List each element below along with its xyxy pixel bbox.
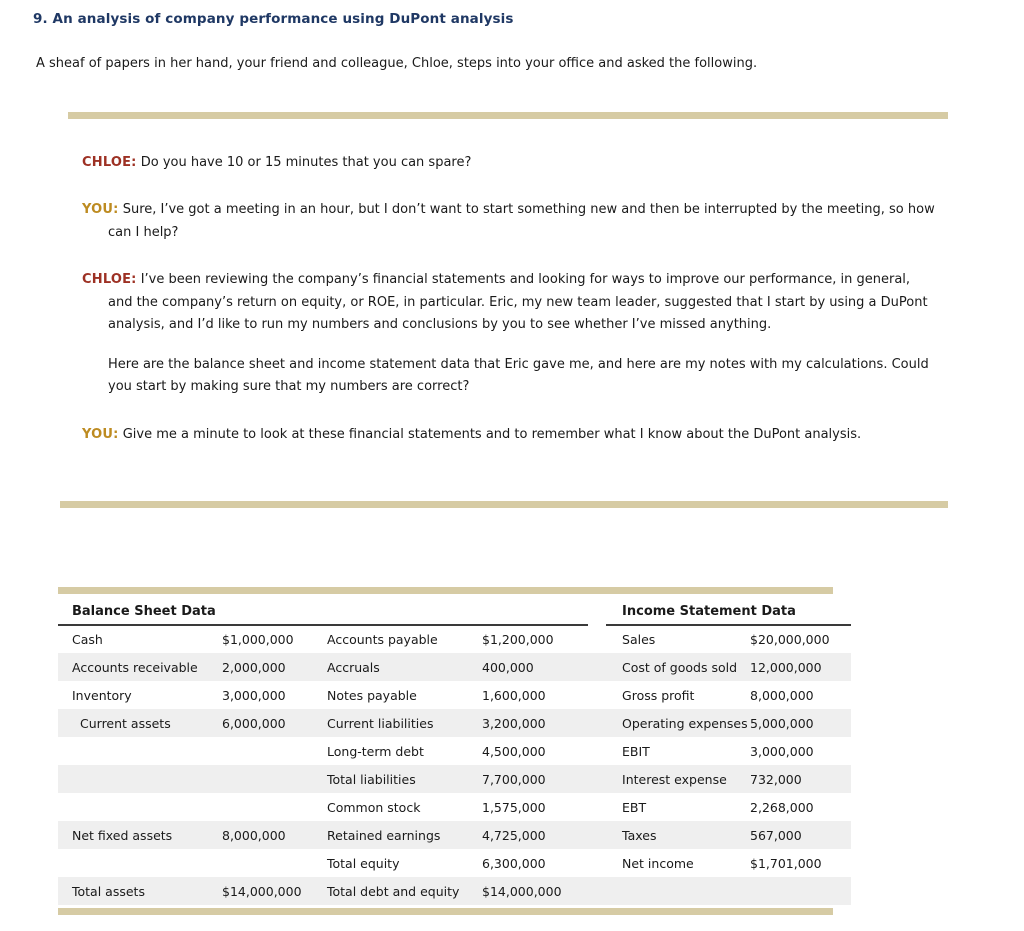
- dialogue-paragraph: [82, 199, 938, 244]
- table-row: [58, 709, 851, 737]
- cell-liability-label: Total debt and equity: [327, 883, 460, 899]
- cell-income-value: 2,268,000: [750, 799, 814, 815]
- dialogue-text: Do you have 10 or 15 minutes that you can spare?: [140, 155, 472, 170]
- cell-liability-label: Total equity: [327, 855, 400, 871]
- cell-asset-value: $1,000,000: [222, 632, 294, 647]
- table-row: [58, 653, 851, 681]
- cell-asset-label: [58, 765, 208, 793]
- cell-asset-label: Accounts receivable: [72, 659, 198, 675]
- cell-income-label: Cost of goods sold: [622, 659, 738, 675]
- cell-income-value: 3,000,000: [750, 743, 814, 759]
- table-row: [58, 821, 851, 849]
- cell-liability-label: Total liabilities: [327, 771, 416, 787]
- cell-column-gap: [588, 681, 606, 709]
- cell-asset-label: [58, 849, 208, 877]
- page-title: 9. An analysis of company performance using DuPont analysis: [33, 11, 514, 27]
- cell-column-gap: [588, 849, 606, 877]
- dialogue-speaker-label: CHLOE:: [82, 155, 137, 170]
- cell-liability-label: Long-term debt: [327, 743, 424, 759]
- cell-income-label: Taxes: [622, 827, 657, 843]
- cell-liability-value: 1,575,000: [482, 799, 546, 815]
- cell-liability-value: 3,200,000: [482, 715, 546, 731]
- table-row: [58, 681, 851, 709]
- cell-liability-value: 4,500,000: [482, 743, 546, 759]
- financial-data-tables: [58, 598, 833, 905]
- divider-middle: [60, 501, 948, 508]
- dialogue-text: Here are the balance sheet and income statement data that Eric gave me, and here are my notes with my calculations. Could you start by making sure that my numbers are correct?: [108, 356, 929, 395]
- cell-income-label: Sales: [622, 632, 656, 647]
- cell-income-value: $1,701,000: [750, 855, 822, 871]
- table-row: [58, 625, 851, 653]
- dialogue-paragraph: [82, 354, 938, 399]
- cell-income-label: [606, 877, 736, 905]
- cell-income-value: 12,000,000: [750, 659, 822, 675]
- dialogue-paragraph: [82, 269, 938, 336]
- dialogue-text: Sure, I’ve got a meeting in an hour, but I don’t want to start something new and then be interrupted by the meeting, so how can I help?: [108, 202, 935, 240]
- cell-liability-label: Retained earnings: [327, 827, 441, 843]
- cell-asset-value: [208, 765, 313, 793]
- cell-liability-label: Accounts payable: [327, 632, 438, 647]
- cell-column-gap: [588, 709, 606, 737]
- cell-column-gap: [588, 765, 606, 793]
- dialogue-turn: [82, 152, 938, 174]
- dialogue-paragraph: [82, 424, 938, 446]
- cell-income-value: 732,000: [750, 771, 802, 787]
- cell-asset-value: [208, 793, 313, 821]
- cell-asset-value: [208, 849, 313, 877]
- cell-liability-label: Current liabilities: [327, 715, 434, 731]
- cell-column-gap: [588, 625, 606, 653]
- divider-top: [68, 112, 948, 119]
- header-income-statement: Income Statement Data: [606, 598, 851, 625]
- table-row: [58, 737, 851, 765]
- divider-table-top: [58, 587, 833, 594]
- cell-income-label: EBT: [622, 799, 647, 815]
- cell-liability-value: 4,725,000: [482, 827, 546, 843]
- cell-liability-value: $14,000,000: [482, 883, 562, 899]
- dialogue-transcript: [82, 152, 938, 446]
- cell-liability-value: 1,600,000: [482, 687, 546, 703]
- cell-column-gap: [588, 653, 606, 681]
- cell-liability-value: $1,200,000: [482, 632, 554, 647]
- cell-liability-label: Common stock: [327, 799, 421, 815]
- table-body: [58, 625, 851, 905]
- header-balance-sheet: Balance Sheet Data: [58, 598, 588, 625]
- dialogue-text: I’ve been reviewing the company’s financial statements and looking for ways to improve our performance, in general, and the company’s return on equity, or ROE, in particular. Eric, my new team leader, suggested that I start by using a DuPont analysis, and I’d like to run my numbers and conclusions by you to see whether I’ve missed anything.: [108, 272, 928, 333]
- table-header-row: [58, 598, 851, 625]
- table-row: [58, 793, 851, 821]
- dialogue-speaker-label: YOU:: [82, 426, 119, 442]
- cell-column-gap: [588, 821, 606, 849]
- dialogue-speaker-label: YOU:: [82, 202, 119, 218]
- table-row: [58, 765, 851, 793]
- cell-income-value: [736, 877, 851, 905]
- cell-income-label: Gross profit: [622, 687, 695, 703]
- dialogue-turn: [82, 424, 938, 446]
- cell-column-gap: [588, 877, 606, 905]
- dialogue-turn: [82, 269, 938, 398]
- table-row: [58, 849, 851, 877]
- table-head: [58, 598, 851, 625]
- cell-asset-label: Cash: [72, 632, 103, 647]
- cell-liability-label: Accruals: [327, 659, 380, 675]
- intro-paragraph: A sheaf of papers in her hand, your friend and colleague, Chloe, steps into your office and asked the following.: [36, 56, 758, 71]
- financial-table: [58, 598, 851, 905]
- cell-income-label: EBIT: [622, 743, 650, 759]
- cell-asset-value: 6,000,000: [222, 715, 286, 731]
- cell-asset-label: Current assets: [80, 715, 171, 731]
- cell-income-label: Interest expense: [622, 771, 727, 787]
- cell-liability-value: 7,700,000: [482, 771, 546, 787]
- cell-income-value: 5,000,000: [750, 715, 814, 731]
- cell-asset-label: [58, 793, 208, 821]
- cell-income-label: Operating expenses: [622, 715, 748, 731]
- cell-liability-label: Notes payable: [327, 687, 417, 703]
- cell-asset-value: 2,000,000: [222, 659, 286, 675]
- dialogue-text: Give me a minute to look at these financial statements and to remember what I know about the DuPont analysis.: [122, 426, 862, 442]
- cell-income-value: 567,000: [750, 827, 802, 843]
- cell-liability-value: 400,000: [482, 659, 534, 675]
- cell-asset-label: [58, 737, 208, 765]
- cell-asset-label: Net fixed assets: [72, 827, 173, 843]
- cell-asset-value: 3,000,000: [222, 687, 286, 703]
- dialogue-turn: [82, 199, 938, 244]
- cell-column-gap: [588, 737, 606, 765]
- cell-asset-value: [208, 737, 313, 765]
- dialogue-speaker-label: CHLOE:: [82, 272, 137, 288]
- table-row: [58, 877, 851, 905]
- cell-asset-value: $14,000,000: [222, 883, 302, 899]
- cell-liability-value: 6,300,000: [482, 855, 546, 871]
- cell-asset-label: Inventory: [72, 687, 132, 703]
- cell-asset-value: 8,000,000: [222, 827, 286, 843]
- divider-table-bottom: [58, 908, 833, 915]
- cell-income-value: $20,000,000: [750, 632, 830, 647]
- dialogue-paragraph: [82, 152, 938, 174]
- header-spacer: [588, 598, 606, 625]
- cell-income-value: 8,000,000: [750, 687, 814, 703]
- cell-asset-label: Total assets: [72, 883, 145, 899]
- cell-income-label: Net income: [622, 855, 694, 871]
- cell-column-gap: [588, 793, 606, 821]
